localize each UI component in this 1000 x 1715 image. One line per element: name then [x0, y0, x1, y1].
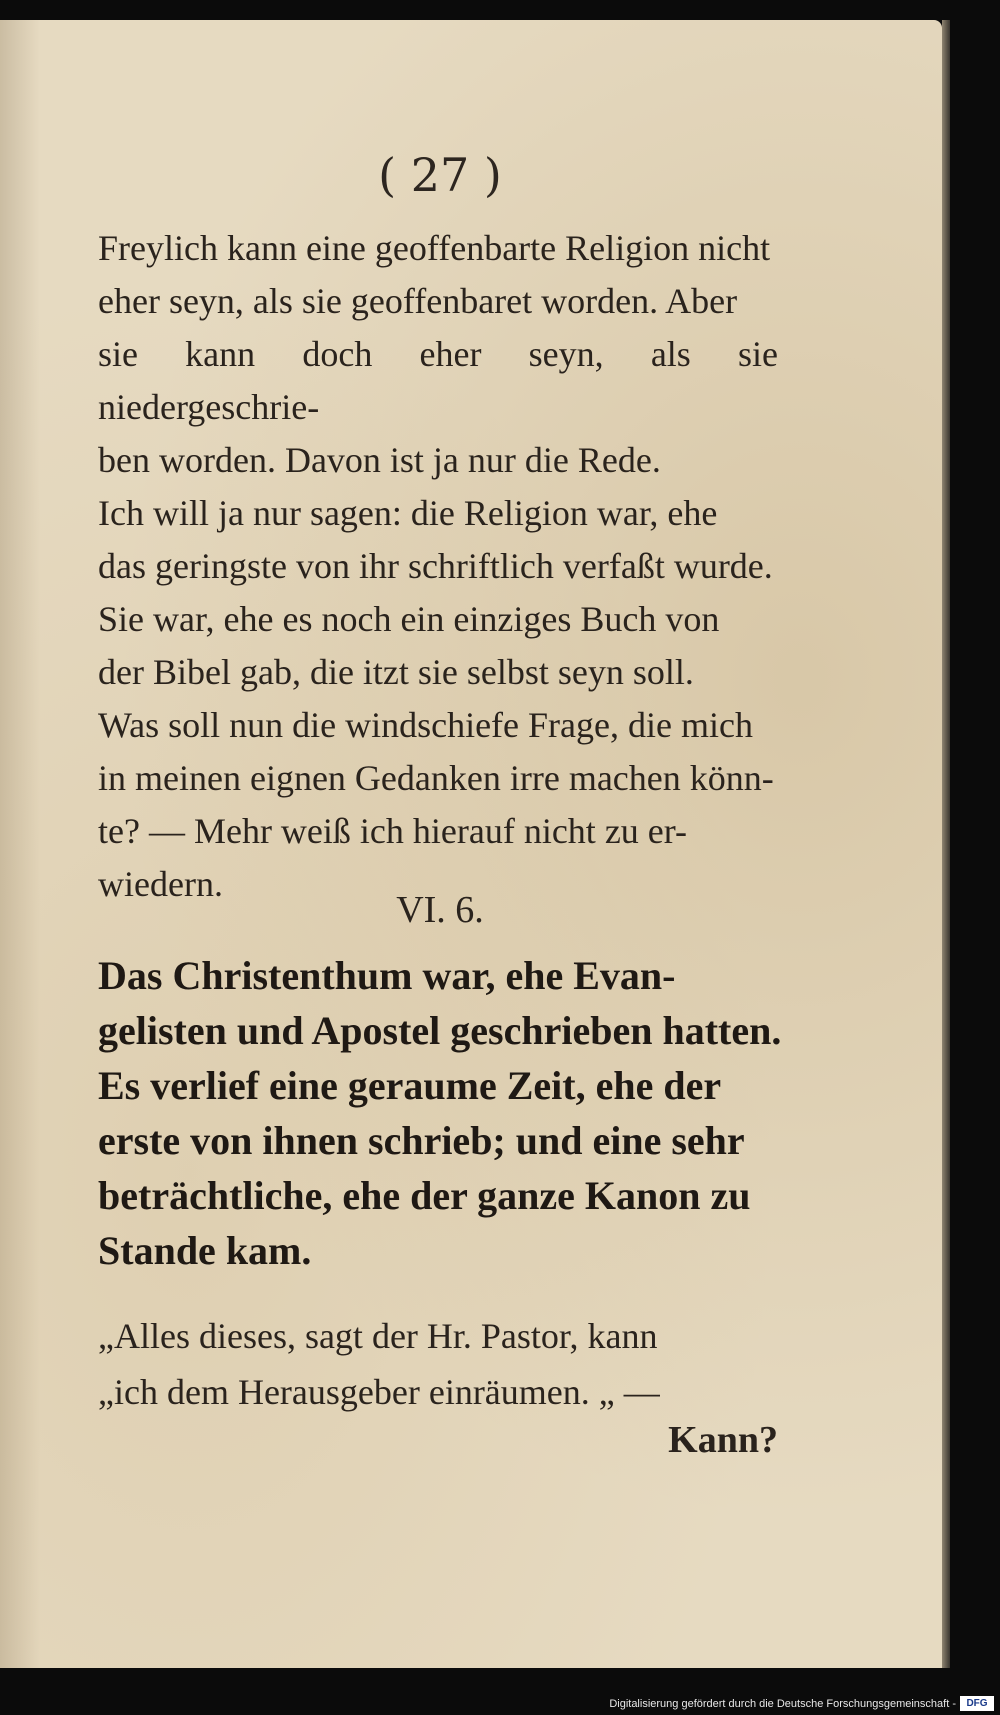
body-line: te? — Mehr weiß ich hierauf nicht zu er- [98, 811, 688, 851]
quote-line: „Alles dieses, sagt der Hr. Pastor, kann [98, 1316, 658, 1356]
thesis-line: gelisten und Apostel geschrieben hatten. [98, 1008, 782, 1053]
thesis-paragraph [98, 948, 782, 1278]
body-line: eher seyn, als sie geoffenbaret worden. Aber [98, 281, 738, 321]
body-line: Was soll nun die windschiefe Frage, die mich [98, 705, 753, 745]
quote-line: „ich dem Herausgeber einräumen. „ — [98, 1372, 660, 1412]
body-line: wiedern. [98, 864, 223, 904]
body-line: der Bibel gab, die itzt sie selbst seyn soll. [98, 652, 694, 692]
thesis-line: Stande kam. [98, 1228, 312, 1273]
thesis-line: Es verlief eine geraume Zeit, ehe der [98, 1063, 722, 1108]
thesis-line: beträchtliche, ehe der ganze Kanon zu [98, 1173, 751, 1218]
quote-paragraph [98, 1308, 782, 1420]
body-text [98, 222, 778, 911]
footer-bar [0, 1689, 1000, 1715]
footer-credit: Digitalisierung gefördert durch die Deutsche Forschungsgemeinschaft - [609, 1698, 956, 1710]
thesis-line: erste von ihnen schrieb; und eine sehr [98, 1118, 745, 1163]
body-line: sie kann doch eher seyn, als sie niedergeschrie- [98, 334, 778, 427]
thesis-line: Das Christenthum war, ehe Evan- [98, 953, 676, 998]
page-edge [942, 20, 950, 1668]
body-line: das geringste von ihr schriftlich verfaßt wurde. [98, 546, 773, 586]
catchword: Kann? [668, 1419, 778, 1461]
body-line: in meinen eignen Gedanken irre machen könn- [98, 758, 774, 798]
body-line: Sie war, ehe es noch ein einziges Buch von [98, 599, 720, 639]
body-line: Ich will ja nur sagen: die Religion war, ehe [98, 493, 718, 533]
body-line: Freylich kann eine geoffenbarte Religion nicht [98, 228, 771, 268]
body-line: ben worden. Davon ist ja nur die Rede. [98, 440, 661, 480]
dfg-logo: DFG [960, 1696, 994, 1711]
page-number: ( 27 ) [378, 148, 502, 202]
section-heading: VI. 6. [396, 889, 484, 931]
